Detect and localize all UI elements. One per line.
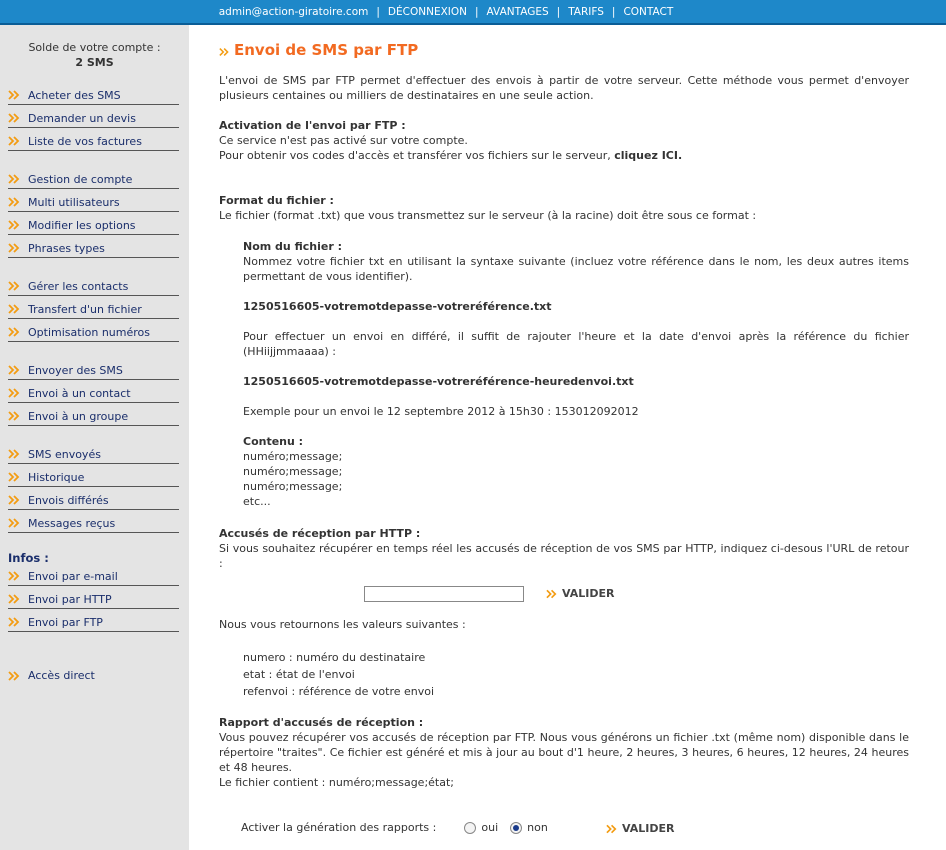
returns-list [243,649,909,700]
double-chevron-icon [8,411,22,421]
menu-item-received-messages[interactable]: Messages reçus [8,510,179,533]
nav-separator: | [611,5,616,18]
menu-item-file-transfer[interactable]: Transfert d'un fichier [8,296,179,319]
double-chevron-icon [8,518,22,528]
double-chevron-icon [8,671,22,681]
menu-item-direct-access[interactable]: Accès direct [8,662,179,685]
double-chevron-icon [8,571,22,581]
menu-item-send-by-http[interactable]: Envoi par HTTP [8,586,179,609]
report-activation-row [241,821,548,834]
page-title-text: Envoi de SMS par FTP [234,41,419,59]
benefits-link[interactable]: AVANTAGES [486,5,549,18]
contact-link[interactable]: CONTACT [623,5,674,18]
menu-item-deferred-sends[interactable]: Envois différés [8,487,179,510]
menu-item-edit-options[interactable]: Modifier les options [8,212,179,235]
menu-item-buy-sms[interactable]: Acheter des SMS [8,82,179,105]
menu-item-multi-users[interactable]: Multi utilisateurs [8,189,179,212]
double-chevron-icon [8,449,22,459]
balance-value: 2 SMS [75,56,114,69]
double-chevron-icon [8,174,22,184]
http-url-input[interactable] [364,586,524,602]
activation-section [219,118,909,163]
filename-example: 1250516605-votremotdepasse-votreréférence.txt [243,300,552,313]
returns-item: numero : numéro du destinataire [243,651,426,664]
menu-group-account [8,166,179,258]
activation-title: Activation de l'envoi par FTP : [219,119,406,132]
http-validate-button[interactable]: VALIDER [546,587,615,600]
returns-item: etat : état de l'envoi [243,668,355,681]
menu-item-send-sms[interactable]: Envoyer des SMS [8,357,179,380]
returns-text: Nous vous retournons les valeurs suivantes : [219,618,466,631]
nav-separator: | [475,5,479,18]
radio-yes-label: oui [481,821,499,834]
double-chevron-icon [8,136,22,146]
top-navigation-bar [0,0,946,25]
format-section [219,193,909,223]
menu-item-sent-sms[interactable]: SMS envoyés [8,441,179,464]
content-line: numéro;message; [243,480,343,493]
menu-group-direct [8,662,179,685]
radio-no-label: non [527,821,548,834]
menu-group-purchase [8,82,179,151]
menu-item-send-by-email[interactable]: Envoi par e-mail [8,563,179,586]
http-section [219,526,909,571]
deferred-example: 1250516605-votremotdepasse-votreréférence-heuredenvoi.txt [243,375,634,388]
click-here-link[interactable]: cliquez ICI. [614,149,683,162]
http-text: Si vous souhaitez récupérer en temps réel les accusés de réception de vos SMS par HTTP, indiquez ci-desous l'URL de retour : [219,542,909,570]
http-title: Accusés de réception par HTTP : [219,527,421,540]
activation-instructions: Pour obtenir vos codes d'accès et transférer vos fichiers sur le serveur, cliquez ICI. [219,149,683,162]
filename-section [243,239,909,284]
double-chevron-icon [8,617,22,627]
report-activate-label: Activer la génération des rapports : [241,821,437,834]
account-balance [0,40,189,70]
double-chevron-icon [8,594,22,604]
double-chevron-icon [8,197,22,207]
double-chevron-icon [8,220,22,230]
double-chevron-icon [8,327,22,337]
menu-item-send-by-ftp[interactable]: Envoi par FTP [8,609,179,632]
balance-label: Solde de votre compte : [28,41,161,54]
nav-separator: | [556,5,561,18]
menu-group-infos [8,563,179,632]
account-email-link[interactable]: admin@action-giratoire.com [218,5,369,18]
double-chevron-icon [546,589,559,599]
page-title [219,40,909,60]
nav-separator: | [376,5,380,18]
menu-item-invoices[interactable]: Liste de vos factures [8,128,179,151]
menu-item-number-optimization[interactable]: Optimisation numéros [8,319,179,342]
deferred-text: Pour effectuer un envoi en différé, il suffit de rajouter l'heure et la date d'envoi après la référence du fichier (HHiijjmmaaaa) : [243,330,909,358]
infos-heading: Infos : [8,551,49,565]
menu-item-manage-contacts[interactable]: Gérer les contacts [8,273,179,296]
deferred-sample: Exemple pour un envoi le 12 septembre 2012 à 15h30 : 153012092012 [243,405,639,418]
report-text: Vous pouvez récupérer vos accusés de réception par FTP. Nous vous générons un fichier .txt (même nom) disponible dans le répertoire "traites". Ce fichier est généré et mis à jour au bout d'1 heure, 2 heures, 3 heures, 6 heures, 12 heures, 24 heures et 48 heures. [219,731,909,774]
main-content [219,40,909,835]
sidebar [0,25,189,850]
content-title: Contenu : [243,435,304,448]
double-chevron-icon [8,243,22,253]
format-text: Le fichier (format .txt) que vous transmettez sur le serveur (à la racine) doit être sous ce format : [219,209,757,222]
menu-item-history[interactable]: Historique [8,464,179,487]
double-chevron-icon [8,281,22,291]
double-chevron-icon [8,365,22,375]
double-chevron-icon [8,495,22,505]
double-chevron-icon [8,113,22,123]
intro-text: L'envoi de SMS par FTP permet d'effectuer des envois à partir de votre serveur. Cette méthode vous permet d'envoyer plusieurs centaines ou milliers de destinataires en une seule action. [219,74,909,102]
menu-group-contacts [8,273,179,342]
content-line: etc... [243,495,271,508]
double-chevron-icon [219,47,231,57]
double-chevron-icon [8,472,22,482]
double-chevron-icon [8,304,22,314]
menu-group-send [8,357,179,426]
content-section [243,434,909,509]
report-validate-button[interactable]: VALIDER [606,822,675,835]
filename-text: Nommez votre fichier txt en utilisant la syntaxe suivante (incluez votre référence dans le nom, les deux autres items permettant de vous identifier). [243,255,909,283]
menu-group-history [8,441,179,533]
double-chevron-icon [606,824,619,834]
content-line: numéro;message; [243,465,343,478]
content-line: numéro;message; [243,450,343,463]
report-title: Rapport d'accusés de réception : [219,716,424,729]
menu-item-phrase-templates[interactable]: Phrases types [8,235,179,258]
filename-title: Nom du fichier : [243,240,342,253]
radio-yes[interactable] [464,822,476,834]
pricing-link[interactable]: TARIFS [568,5,604,18]
logout-link[interactable]: DÉCONNEXION [387,5,467,18]
menu-item-send-to-group[interactable]: Envoi à un groupe [8,403,179,426]
returns-item: refenvoi : référence de votre envoi [243,685,435,698]
report-contains: Le fichier contient : numéro;message;état; [219,776,454,789]
report-section [219,715,909,790]
menu-item-send-to-contact[interactable]: Envoi à un contact [8,380,179,403]
radio-no[interactable] [510,822,522,834]
menu-item-request-quote[interactable]: Demander un devis [8,105,179,128]
activation-status: Ce service n'est pas activé sur votre compte. [219,134,468,147]
format-title: Format du fichier : [219,194,334,207]
double-chevron-icon [8,90,22,100]
menu-item-account-management[interactable]: Gestion de compte [8,166,179,189]
double-chevron-icon [8,388,22,398]
